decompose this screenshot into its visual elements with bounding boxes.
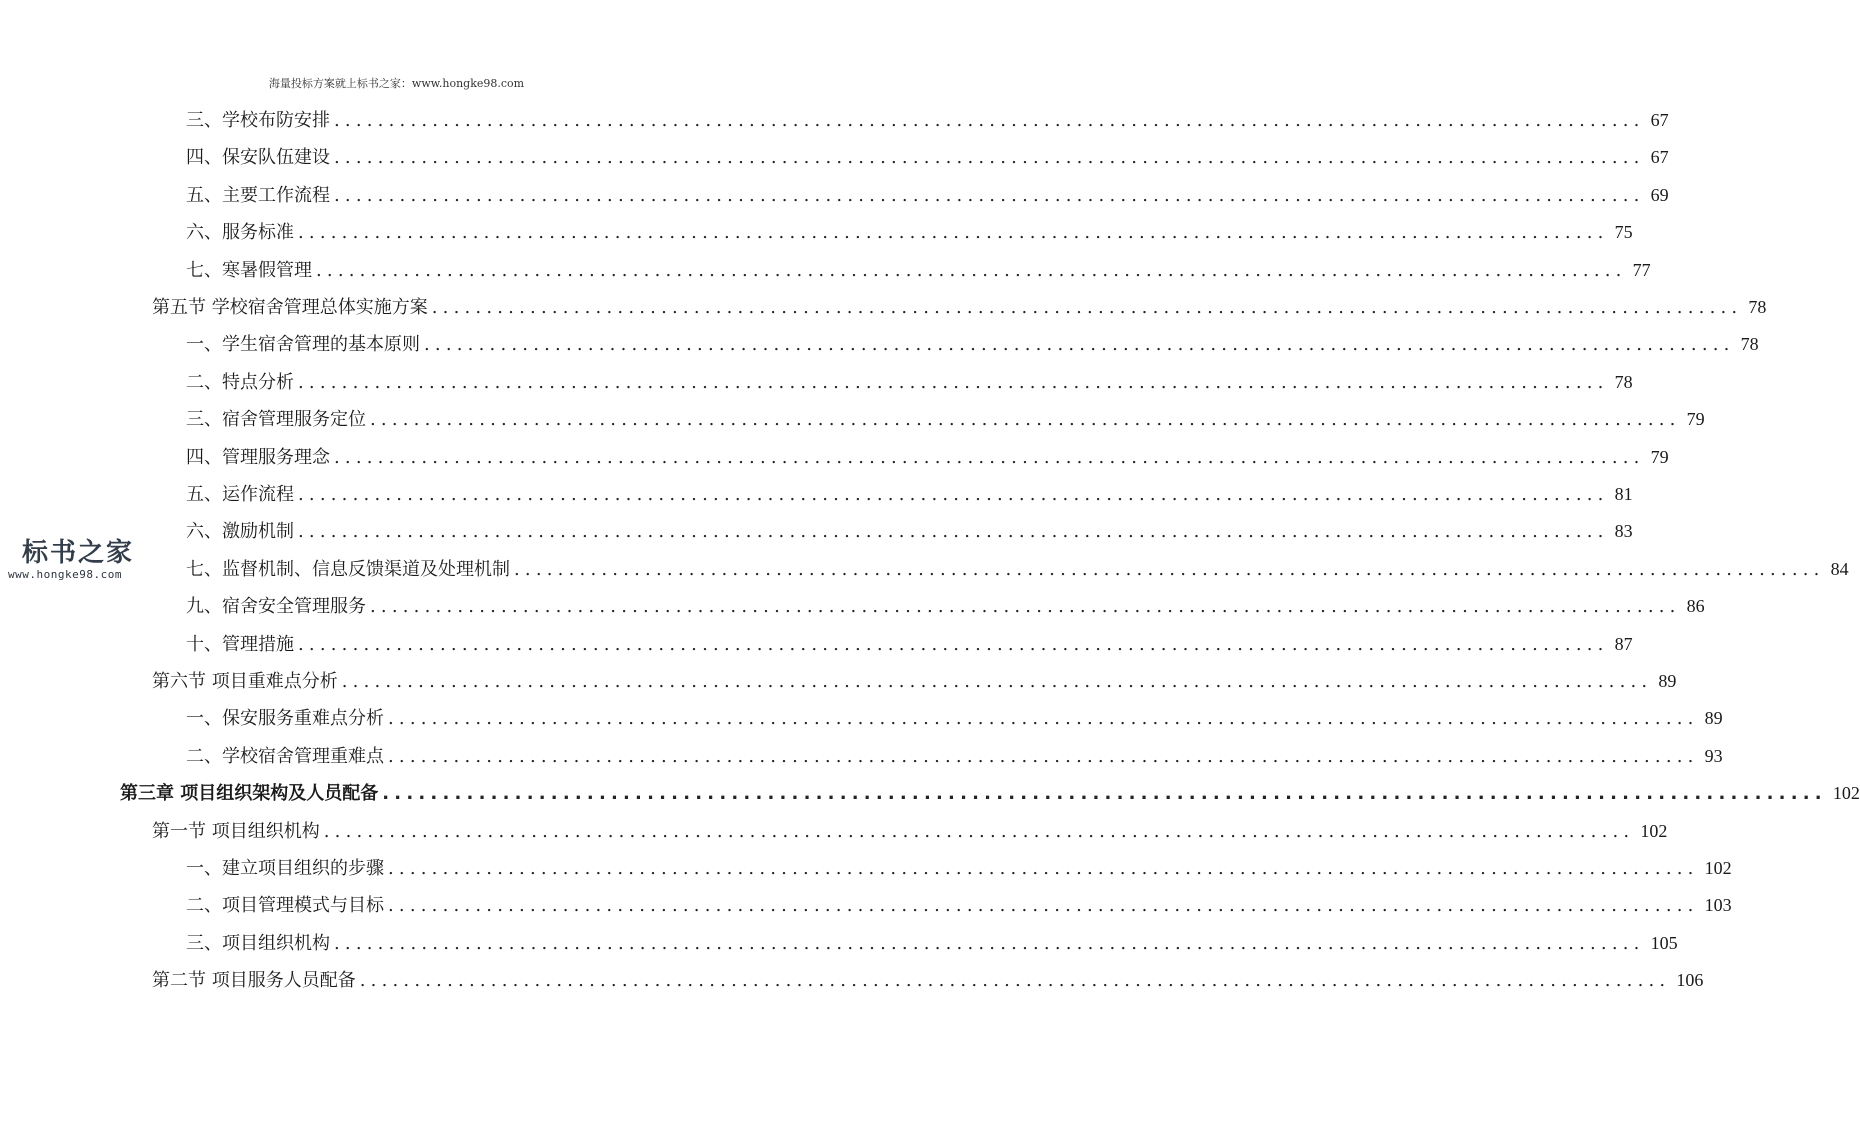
toc-entry-label: 三、宿舍管理服务定位 — [186, 409, 366, 431]
toc-entry-label: 三、学校布防安排 — [186, 110, 330, 131]
toc-leader-dots: ........................................................................................................................ — [388, 858, 1699, 879]
toc-entry-label: 二、学校宿舍管理重难点 — [186, 745, 384, 767]
toc-entry-label: 四、管理服务理念 — [186, 446, 330, 468]
toc-leader-dots: ........................................................................................................................ — [334, 184, 1645, 206]
toc-leader-dots: ........................................................................................................................ — [323, 820, 1635, 842]
toc-entry-page-number: 89 — [1658, 671, 1677, 691]
toc-entry-label: 二、特点分析 — [186, 371, 294, 393]
toc-entry-page-number: 93 — [1704, 745, 1723, 766]
toc-entry-page-number: 83 — [1614, 521, 1633, 542]
toc-entry-label: 第一节 项目组织机构 — [152, 820, 320, 842]
toc-entry-page-number: 79 — [1686, 409, 1705, 430]
toc-entry-item[interactable] — [186, 591, 1705, 621]
toc-leader-dots: ........................................................................................................................ — [388, 708, 1699, 730]
toc-entry-page-number: 87 — [1614, 633, 1633, 654]
toc-entry-item[interactable] — [186, 629, 1633, 659]
toc-entry-page-number: 67 — [1650, 147, 1669, 168]
toc-entry-label: 七、监督机制、信息反馈渠道及处理机制 — [186, 558, 510, 580]
toc-entry-page-number: 67 — [1650, 110, 1669, 130]
toc-entry-item[interactable] — [186, 329, 1759, 359]
toc-entry-label: 三、项目组织机构 — [186, 932, 330, 954]
toc-entry-page-number: 78 — [1614, 371, 1633, 392]
toc-entry-label: 一、学生宿舍管理的基本原则 — [186, 334, 420, 356]
toc-entry-label: 五、主要工作流程 — [186, 184, 330, 206]
toc-leader-dots: ........................................................................................................................ — [359, 970, 1671, 992]
toc-entry-page-number: 79 — [1650, 446, 1669, 467]
toc-entry-label: 九、宿舍安全管理服务 — [186, 596, 366, 618]
toc-entry-item[interactable] — [186, 890, 1732, 920]
toc-entry-section[interactable] — [152, 292, 1767, 322]
toc-entry-item[interactable] — [186, 516, 1633, 546]
toc-entry-item[interactable] — [186, 105, 1669, 135]
toc-entry-item[interactable] — [186, 442, 1669, 472]
toc-entry-label: 第二节 项目服务人员配备 — [152, 970, 356, 992]
toc-leader-dots: ........................................................................................................................ — [431, 297, 1743, 318]
watermark-url: www.hongke98.com — [8, 568, 122, 581]
toc-entry-page-number: 77 — [1632, 259, 1651, 280]
toc-leader-dots: ........................................................................................................................ — [370, 596, 1681, 618]
toc-leader-dots: ........................................................................................................................ — [316, 259, 1627, 281]
toc-entry-page-number: 89 — [1704, 708, 1723, 729]
toc-entry-label: 六、激励机制 — [186, 521, 294, 543]
toc-entry-label: 七、寒暑假管理 — [186, 259, 312, 281]
toc-entry-item[interactable] — [186, 741, 1723, 771]
toc-entry-section[interactable] — [152, 965, 1704, 995]
toc-entry-item[interactable] — [186, 703, 1723, 733]
toc-leader-dots: ........................................................................................................................ — [382, 783, 1827, 805]
toc-entry-page-number: 69 — [1650, 184, 1669, 205]
toc-entry-page-number: 84 — [1830, 558, 1849, 579]
toc-entry-label: 第三章 项目组织架构及人员配备 — [120, 783, 379, 805]
toc-entry-page-number: 81 — [1614, 484, 1633, 504]
toc-leader-dots: ........................................................................................................................ — [334, 932, 1645, 954]
toc-leader-dots: ........................................................................................................................ — [298, 484, 1609, 505]
toc-entry-label: 一、保安服务重难点分析 — [186, 708, 384, 730]
toc-leader-dots: ........................................................................................................................ — [388, 895, 1699, 917]
toc-leader-dots: ........................................................................................................................ — [514, 558, 1825, 580]
toc-entry-item[interactable] — [186, 404, 1705, 434]
toc-entry-page-number: 78 — [1740, 334, 1759, 355]
toc-entry-label: 第六节 项目重难点分析 — [152, 671, 338, 692]
toc-entry-page-number: 86 — [1686, 596, 1705, 617]
toc-leader-dots: ........................................................................................................................ — [341, 671, 1653, 692]
toc-entry-page-number: 105 — [1650, 932, 1678, 953]
toc-entry-section[interactable] — [152, 666, 1677, 696]
toc-entry-page-number: 102 — [1704, 858, 1732, 878]
toc-leader-dots: ........................................................................................................................ — [334, 110, 1645, 131]
toc-entry-chapter[interactable] — [120, 778, 1860, 808]
toc-leader-dots: ........................................................................................................................ — [334, 147, 1645, 169]
watermark-logo — [8, 538, 158, 581]
toc-entry-item[interactable] — [186, 255, 1651, 285]
toc-entry-item[interactable] — [186, 554, 1849, 584]
toc-entry-item[interactable] — [186, 367, 1633, 397]
toc-entry-label: 第五节 学校宿舍管理总体实施方案 — [152, 297, 428, 318]
toc-entry-label: 六、服务标准 — [186, 222, 294, 244]
toc-entry-label: 五、运作流程 — [186, 484, 294, 505]
toc-leader-dots: ........................................................................................................................ — [388, 745, 1699, 767]
toc-entry-page-number: 103 — [1704, 895, 1732, 916]
toc-entry-item[interactable] — [186, 853, 1732, 883]
toc-entry-item[interactable] — [186, 479, 1633, 509]
toc-leader-dots: ........................................................................................................................ — [424, 334, 1735, 356]
toc-entry-page-number: 106 — [1676, 970, 1704, 991]
toc-entry-page-number: 102 — [1640, 820, 1668, 841]
toc-entry-page-number: 78 — [1748, 297, 1767, 317]
toc-entry-label: 二、项目管理模式与目标 — [186, 895, 384, 917]
toc-entry-item[interactable] — [186, 180, 1669, 210]
toc-entry-item[interactable] — [186, 142, 1669, 172]
toc-entry-section[interactable] — [152, 816, 1668, 846]
toc-entry-page-number: 75 — [1614, 222, 1633, 243]
toc-entry-item[interactable] — [186, 217, 1633, 247]
toc-entry-item[interactable] — [186, 928, 1678, 958]
toc-leader-dots: ........................................................................................................................ — [298, 633, 1609, 655]
toc-leader-dots: ........................................................................................................................ — [370, 409, 1681, 431]
toc-leader-dots: ........................................................................................................................ — [298, 521, 1609, 543]
watermark-title: 标书之家 — [21, 538, 134, 568]
toc-leader-dots: ........................................................................................................................ — [298, 222, 1609, 244]
toc-entry-label: 十、管理措施 — [186, 633, 294, 655]
toc-entry-label: 四、保安队伍建设 — [186, 147, 330, 169]
toc-leader-dots: ........................................................................................................................ — [334, 446, 1645, 468]
toc-leader-dots: ........................................................................................................................ — [298, 371, 1609, 393]
toc-entry-label: 一、建立项目组织的步骤 — [186, 858, 384, 879]
page-header: 海量投标方案就上标书之家：www.hongke98.com — [268, 77, 525, 90]
toc-entry-page-number: 102 — [1832, 783, 1860, 804]
